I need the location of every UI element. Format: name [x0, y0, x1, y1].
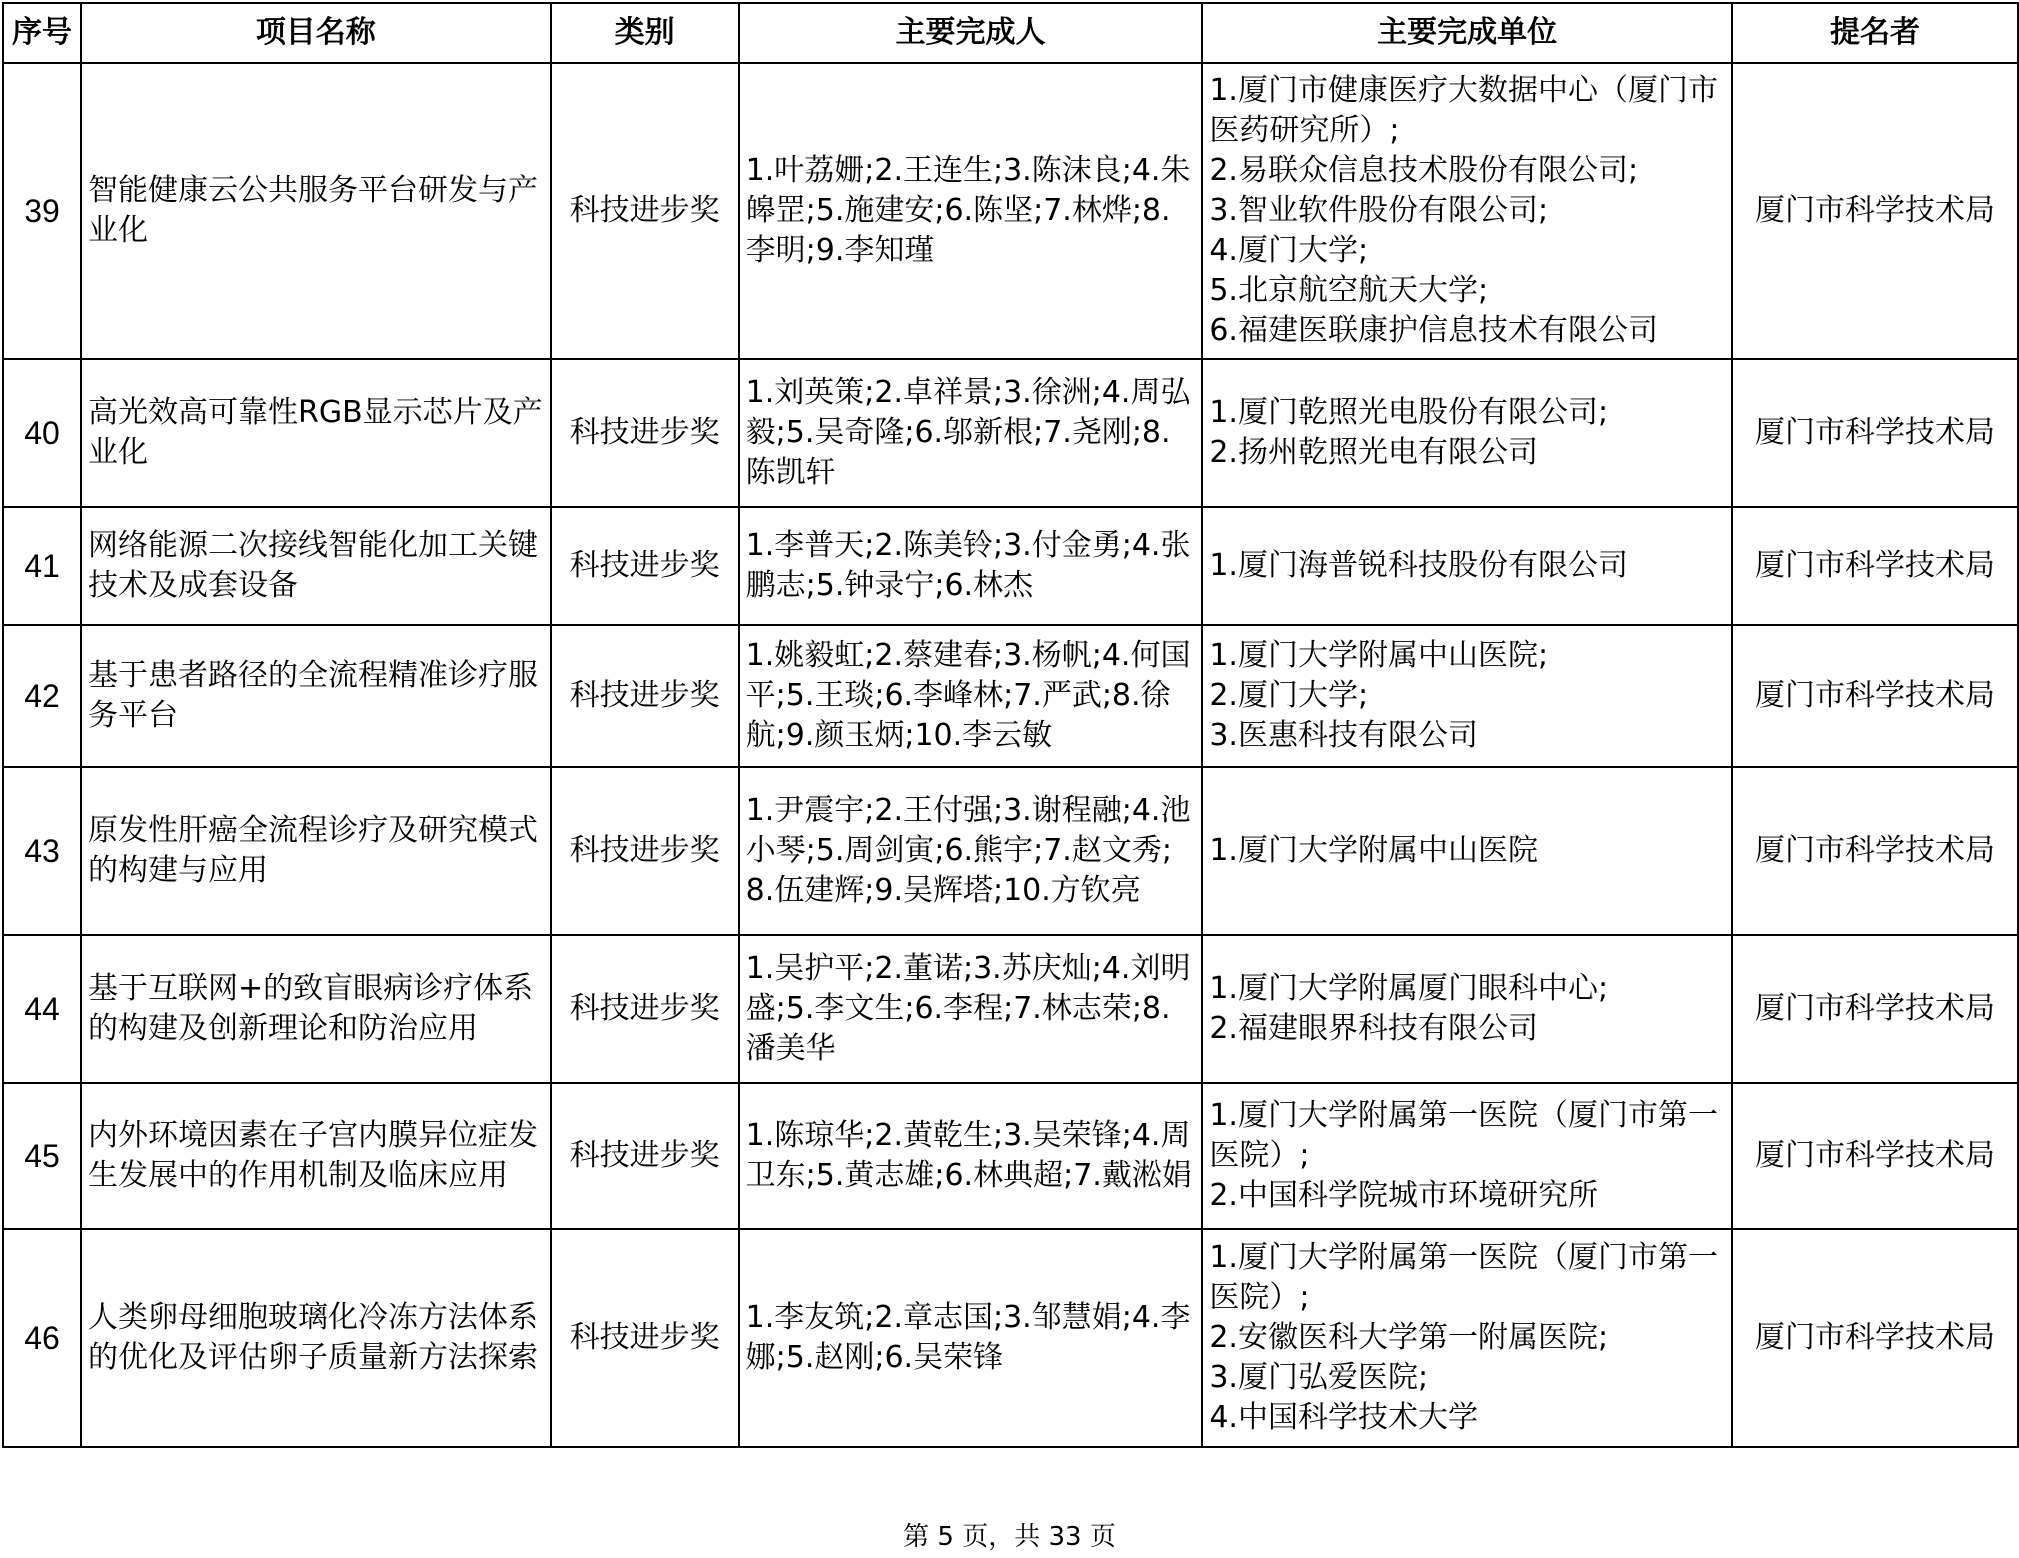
cell-project-name: 人类卵母细胞玻璃化冷冻方法体系的优化及评估卵子质量新方法探索 — [81, 1229, 551, 1447]
table-row — [3, 507, 2018, 625]
cell-main-units — [1202, 1083, 1732, 1229]
table-row — [3, 63, 2018, 359]
header-project-name: 项目名称 — [81, 3, 551, 63]
unit-line: 1.厦门大学附属中山医院 — [1209, 833, 1538, 868]
unit-line: 2.扬州乾照光电有限公司 — [1209, 435, 1538, 470]
cell-main-persons: 1.叶荔姗;2.王连生;3.陈沫良;4.朱皞罡;5.施建安;6.陈坚;7.林烨;8.李明;9.李知瑾 — [739, 63, 1203, 359]
cell-seq: 46 — [3, 1229, 81, 1447]
cell-project-name: 网络能源二次接线智能化加工关键技术及成套设备 — [81, 507, 551, 625]
table-header — [3, 3, 2018, 63]
unit-line: 1.厦门海普锐科技股份有限公司 — [1209, 548, 1628, 583]
table-row — [3, 1083, 2018, 1229]
cell-project-name: 内外环境因素在子宫内膜异位症发生发展中的作用机制及临床应用 — [81, 1083, 551, 1229]
header-category: 类别 — [551, 3, 739, 63]
cell-main-units — [1202, 1229, 1732, 1447]
unit-line: 2.中国科学院城市环境研究所 — [1209, 1178, 1598, 1213]
unit-line: 6.福建医联康护信息技术有限公司 — [1209, 313, 1658, 348]
cell-nominator: 厦门市科学技术局 — [1732, 935, 2018, 1083]
table-row — [3, 1229, 2018, 1447]
cell-category: 科技进步奖 — [551, 625, 739, 767]
unit-line: 3.智业软件股份有限公司; — [1209, 193, 1549, 228]
unit-line: 1.厦门大学附属厦门眼科中心; — [1209, 971, 1609, 1006]
header-seq: 序号 — [3, 3, 81, 63]
header-row — [3, 3, 2018, 63]
table-row — [3, 767, 2018, 935]
cell-seq: 40 — [3, 359, 81, 507]
cell-category: 科技进步奖 — [551, 507, 739, 625]
cell-main-persons: 1.陈琼华;2.黄乾生;3.吴荣锋;4.周卫东;5.黄志雄;6.林典超;7.戴淞娟 — [739, 1083, 1203, 1229]
cell-project-name: 基于患者路径的全流程精准诊疗服务平台 — [81, 625, 551, 767]
page-footer: 第 5 页，共 33 页 — [903, 1522, 1116, 1552]
cell-nominator: 厦门市科学技术局 — [1732, 625, 2018, 767]
cell-main-units — [1202, 767, 1732, 935]
cell-category: 科技进步奖 — [551, 1229, 739, 1447]
unit-line: 1.厦门市健康医疗大数据中心（厦门市医药研究所）; — [1209, 73, 1718, 148]
award-table — [2, 2, 2019, 1448]
unit-line: 2.易联众信息技术股份有限公司; — [1209, 153, 1639, 188]
cell-nominator: 厦门市科学技术局 — [1732, 359, 2018, 507]
cell-project-name: 原发性肝癌全流程诊疗及研究模式的构建与应用 — [81, 767, 551, 935]
unit-line: 3.厦门弘爱医院; — [1209, 1360, 1429, 1395]
table-row — [3, 625, 2018, 767]
header-main-units: 主要完成单位 — [1202, 3, 1732, 63]
cell-main-persons: 1.姚毅虹;2.蔡建春;3.杨帆;4.何国平;5.王琰;6.李峰林;7.严武;8.徐航;9.颜玉炳;10.李云敏 — [739, 625, 1203, 767]
unit-line: 2.安徽医科大学第一附属医院; — [1209, 1320, 1609, 1355]
header-nominator: 提名者 — [1732, 3, 2018, 63]
cell-main-units — [1202, 359, 1732, 507]
cell-main-persons: 1.李友筑;2.章志国;3.邹慧娟;4.李娜;5.赵刚;6.吴荣锋 — [739, 1229, 1203, 1447]
unit-line: 1.厦门大学附属第一医院（厦门市第一医院）; — [1209, 1098, 1718, 1173]
unit-line: 5.北京航空航天大学; — [1209, 273, 1489, 308]
table-body — [3, 63, 2018, 1447]
unit-line: 2.福建眼界科技有限公司 — [1209, 1011, 1538, 1046]
cell-category: 科技进步奖 — [551, 63, 739, 359]
unit-line: 2.厦门大学; — [1209, 678, 1369, 713]
cell-main-persons: 1.尹震宇;2.王付强;3.谢程融;4.池小琴;5.周剑寅;6.熊宇;7.赵文秀;8.伍建辉;9.吴辉塔;10.方钦亮 — [739, 767, 1203, 935]
cell-nominator: 厦门市科学技术局 — [1732, 767, 2018, 935]
cell-seq: 39 — [3, 63, 81, 359]
cell-main-persons: 1.吴护平;2.董诺;3.苏庆灿;4.刘明盛;5.李文生;6.李程;7.林志荣;8.潘美华 — [739, 935, 1203, 1083]
cell-category: 科技进步奖 — [551, 767, 739, 935]
unit-line: 1.厦门大学附属中山医院; — [1209, 638, 1549, 673]
header-main-persons: 主要完成人 — [739, 3, 1203, 63]
cell-seq: 41 — [3, 507, 81, 625]
cell-category: 科技进步奖 — [551, 1083, 739, 1229]
cell-main-units — [1202, 625, 1732, 767]
cell-nominator: 厦门市科学技术局 — [1732, 1083, 2018, 1229]
cell-nominator: 厦门市科学技术局 — [1732, 1229, 2018, 1447]
cell-category: 科技进步奖 — [551, 359, 739, 507]
table-row — [3, 359, 2018, 507]
cell-main-persons: 1.刘英策;2.卓祥景;3.徐洲;4.周弘毅;5.吴奇隆;6.邬新根;7.尧刚;8.陈凯轩 — [739, 359, 1203, 507]
cell-project-name: 基于互联网+的致盲眼病诊疗体系的构建及创新理论和防治应用 — [81, 935, 551, 1083]
cell-project-name: 高光效高可靠性RGB显示芯片及产业化 — [81, 359, 551, 507]
cell-seq: 43 — [3, 767, 81, 935]
cell-main-persons: 1.李普天;2.陈美铃;3.付金勇;4.张鹏志;5.钟录宁;6.林杰 — [739, 507, 1203, 625]
cell-nominator: 厦门市科学技术局 — [1732, 63, 2018, 359]
table-row — [3, 935, 2018, 1083]
unit-line: 1.厦门乾照光电股份有限公司; — [1209, 395, 1609, 430]
cell-project-name: 智能健康云公共服务平台研发与产业化 — [81, 63, 551, 359]
unit-line: 4.中国科学技术大学 — [1209, 1400, 1478, 1435]
cell-category: 科技进步奖 — [551, 935, 739, 1083]
cell-nominator: 厦门市科学技术局 — [1732, 507, 2018, 625]
cell-seq: 44 — [3, 935, 81, 1083]
unit-line: 4.厦门大学; — [1209, 233, 1369, 268]
cell-main-units — [1202, 507, 1732, 625]
cell-main-units — [1202, 935, 1732, 1083]
cell-seq: 45 — [3, 1083, 81, 1229]
unit-line: 3.医惠科技有限公司 — [1209, 718, 1478, 753]
cell-main-units — [1202, 63, 1732, 359]
cell-seq: 42 — [3, 625, 81, 767]
unit-line: 1.厦门大学附属第一医院（厦门市第一医院）; — [1209, 1240, 1718, 1315]
